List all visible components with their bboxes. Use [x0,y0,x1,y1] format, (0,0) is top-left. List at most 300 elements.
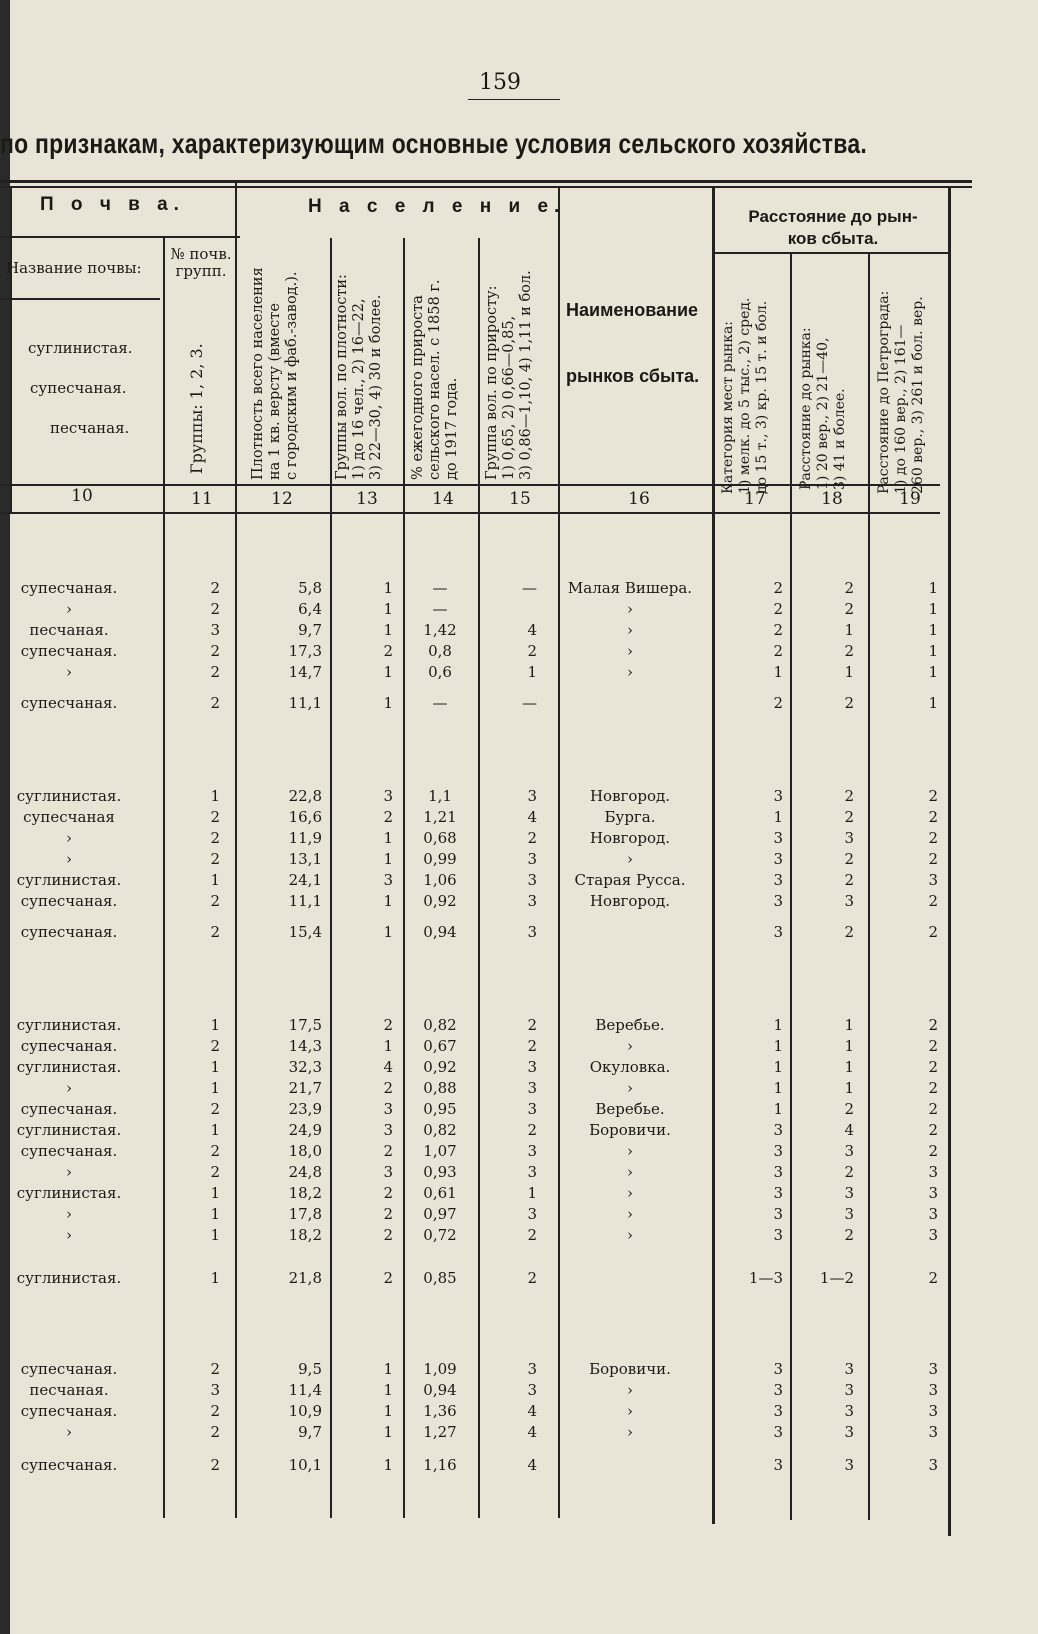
cell-c12: 23,9 [288,1100,322,1118]
cell-c19: 3 [928,871,938,889]
cell-c15: 3 [527,1163,537,1181]
cell-g11: 2 [210,1100,220,1118]
cell-soil: песчаная. [29,1381,109,1399]
table-row [0,619,1038,641]
table-row [0,1077,1038,1099]
page-title: по признакам, характеризующим основные условия сельского хозяйства. [0,128,867,159]
cell-g11: 1 [210,1269,220,1287]
cell-c13: 1 [383,829,393,847]
cell-soil: супесчаная. [20,1100,118,1118]
cell-soil: супесчаная. [20,923,118,941]
cell-c18: 1 [844,1079,854,1097]
cell-c13: 1 [383,1381,393,1399]
cell-c14: 0,82 [423,1016,457,1034]
cell-c15: 3 [527,923,537,941]
cell-soil: суглинистая. [16,1058,122,1076]
cell-c17: 3 [773,1184,783,1202]
cell-c12: 15,4 [288,923,322,941]
table-row [0,869,1038,891]
cell-c12: 5,8 [298,579,322,597]
cell-c14: 1,21 [423,808,457,826]
table-row [0,1203,1038,1225]
cell-c12: 18,2 [288,1226,322,1244]
cell-soil: супесчаная. [20,1402,118,1420]
cell-g11: 2 [210,1423,220,1441]
cell-c16: Веребье. [595,1100,665,1118]
cell-c17: 3 [773,1381,783,1399]
cell-soil: супесчаная. [20,1037,118,1055]
cell-c19: 2 [928,1142,938,1160]
cell-c15: 3 [527,1100,537,1118]
table-row [0,640,1038,662]
cell-c12: 6,4 [298,600,322,618]
cell-c17: 3 [773,850,783,868]
cell-soil: суглинистая. [16,787,122,805]
cell-g11: 2 [210,808,220,826]
cell-c16: Малая Вишера. [567,579,693,597]
cell-g11: 1 [210,1226,220,1244]
cell-c16: Бурга. [604,808,656,826]
cell-c13: 3 [383,1100,393,1118]
soil-group-heading: П о ч в а. [40,194,185,215]
cell-c12: 10,1 [288,1456,322,1474]
cell-c14: 0,88 [423,1079,457,1097]
table-row [0,848,1038,870]
cell-c16: › [627,1142,633,1160]
cell-c13: 2 [383,642,393,660]
cell-c18: 3 [844,1402,854,1420]
cell-c15: 1 [527,1184,537,1202]
cell-c17: 3 [773,1360,783,1378]
cell-g11: 1 [210,1184,220,1202]
soil-name-heading: Название почвы: [6,259,142,277]
cell-c17: 3 [773,892,783,910]
cell-soil: › [66,663,72,681]
cell-c12: 18,0 [288,1142,322,1160]
cell-g11: 2 [210,1163,220,1181]
cell-c19: 1 [928,600,938,618]
cell-c17: 1 [773,1037,783,1055]
cell-c14: 1,1 [428,787,452,805]
colnum-15: 15 [509,489,531,509]
table-row [0,890,1038,912]
cell-c13: 2 [383,1269,393,1287]
cell-c13: 2 [383,1205,393,1223]
table-row [0,1358,1038,1380]
colnum-bottom-rule [0,512,940,514]
colnum-19: 19 [899,489,921,509]
cell-c13: 2 [383,1079,393,1097]
cell-c14: 1,42 [423,621,457,639]
cell-c13: 1 [383,600,393,618]
cell-c18: 2 [844,850,854,868]
table-row [0,1035,1038,1057]
cell-c17: 3 [773,1226,783,1244]
market-category-heading: Категория мест рынка: 1) мелк. до 5 тыс., 2) сред. до 15 т., 3) кр. 15 т. и бол. [720,297,770,494]
cell-c13: 4 [383,1058,393,1076]
cell-c19: 2 [928,829,938,847]
cell-c14: 0,82 [423,1121,457,1139]
cell-c16: › [627,1226,633,1244]
cell-c16: › [627,621,633,639]
cell-c17: 3 [773,923,783,941]
cell-soil: › [66,1079,72,1097]
cell-c14: 0,85 [423,1269,457,1287]
cell-c19: 2 [928,923,938,941]
cell-c12: 21,7 [288,1079,322,1097]
cell-soil: › [66,1163,72,1181]
cell-c19: 3 [928,1205,938,1223]
table-row [0,1267,1038,1289]
cell-c19: 2 [928,1037,938,1055]
cell-c15: 4 [527,621,537,639]
cell-c12: 11,9 [288,829,322,847]
table-row [0,1014,1038,1036]
cell-soil: супесчаная [23,808,115,826]
cell-c18: 2 [844,694,854,712]
cell-c17: 3 [773,1205,783,1223]
soil-type-loam: суглинистая. [28,339,133,357]
cell-c19: 2 [928,1100,938,1118]
colnum-18: 18 [821,489,843,509]
cell-c13: 3 [383,787,393,805]
table-row [0,1454,1038,1476]
cell-g11: 2 [210,829,220,847]
cell-c13: 1 [383,694,393,712]
cell-c19: 3 [928,1163,938,1181]
cell-c12: 13,1 [288,850,322,868]
markets-heading-2: рынков сбыта. [566,366,700,386]
cell-c15: 1 [527,663,537,681]
cell-c13: 2 [383,808,393,826]
cell-c17: 3 [773,871,783,889]
cell-c17: 1 [773,808,783,826]
cell-c13: 2 [383,1142,393,1160]
cell-g11: 2 [210,1402,220,1420]
cell-c15: 2 [527,1037,537,1055]
table-row [0,1379,1038,1401]
table-top-rule-2 [0,186,972,188]
cell-c18: 2 [844,600,854,618]
cell-c18: 2 [844,1100,854,1118]
table-row [0,1224,1038,1246]
cell-c13: 1 [383,621,393,639]
cell-c17: 3 [773,1423,783,1441]
cell-c12: 14,3 [288,1037,322,1055]
cell-soil: супесчаная. [20,579,118,597]
cell-c17: 3 [773,1142,783,1160]
cell-c16: › [627,1079,633,1097]
cell-c12: 18,2 [288,1184,322,1202]
cell-c17: 1 [773,1016,783,1034]
cell-c13: 1 [383,850,393,868]
cell-c14: 0,95 [423,1100,457,1118]
cell-soil: суглинистая. [16,1121,122,1139]
cell-c14: 0,99 [423,850,457,868]
cell-c19: 2 [928,850,938,868]
cell-c16: › [627,1381,633,1399]
cell-soil: супесчаная. [20,1456,118,1474]
cell-c16: Новгород. [589,892,671,910]
cell-c13: 1 [383,1037,393,1055]
cell-c13: 3 [383,1163,393,1181]
cell-g11: 1 [210,1016,220,1034]
cell-c12: 22,8 [288,787,322,805]
cell-c15: 3 [527,1381,537,1399]
soil-subheader-rule [0,236,240,238]
cell-c12: 17,3 [288,642,322,660]
cell-c17: 3 [773,829,783,847]
cell-g11: 2 [210,1360,220,1378]
cell-soil: песчаная. [29,621,109,639]
cell-c18: 2 [844,1163,854,1181]
cell-c12: 11,4 [288,1381,322,1399]
cell-g11: 2 [210,663,220,681]
cell-c13: 3 [383,871,393,889]
cell-c12: 9,7 [298,621,322,639]
cell-c19: 3 [928,1184,938,1202]
table-row [0,1056,1038,1078]
cell-c19: 1 [928,694,938,712]
cell-c13: 1 [383,663,393,681]
distance-subheader-rule [712,252,948,254]
cell-c13: 1 [383,923,393,941]
table-row [0,1421,1038,1443]
cell-c18: 3 [844,829,854,847]
cell-c19: 3 [928,1456,938,1474]
cell-c19: 2 [928,787,938,805]
cell-c16: Боровичи. [589,1121,671,1139]
cell-c18: 2 [844,923,854,941]
colnum-17: 17 [744,489,766,509]
cell-c12: 17,8 [288,1205,322,1223]
cell-soil: супесчаная. [20,694,118,712]
cell-c12: 24,1 [288,871,322,889]
cell-c18: 1 [844,1037,854,1055]
cell-c17: 2 [773,694,783,712]
cell-c15: 2 [527,1269,537,1287]
cell-c17: 2 [773,579,783,597]
cell-c14: 1,07 [423,1142,457,1160]
cell-c14: 0,68 [423,829,457,847]
cell-c15: 4 [527,808,537,826]
cell-c12: 9,7 [298,1423,322,1441]
cell-c17: 1 [773,1079,783,1097]
cell-c16: › [627,1037,633,1055]
cell-g11: 2 [210,579,220,597]
cell-g11: 2 [210,923,220,941]
cell-c16: › [627,642,633,660]
cell-soil: › [66,850,72,868]
cell-c13: 2 [383,1184,393,1202]
cell-c17: 3 [773,1402,783,1420]
colnum-10: 10 [71,486,93,506]
cell-g11: 1 [210,1058,220,1076]
cell-c15: 3 [527,1079,537,1097]
soil-group-num-heading: № почв. групп. [170,245,232,280]
cell-c14: 1,06 [423,871,457,889]
cell-c12: 21,8 [288,1269,322,1287]
table-row [0,577,1038,599]
markets-heading-1: Наименование [566,300,699,320]
soil-name-rule [0,298,160,300]
cell-c18: 2 [844,871,854,889]
cell-c13: 1 [383,579,393,597]
cell-c14: 0,93 [423,1163,457,1181]
cell-c13: 3 [383,1121,393,1139]
cell-soil: супесчаная. [20,892,118,910]
cell-c19: 1 [928,579,938,597]
table-row [0,661,1038,683]
cell-c19: 1 [928,621,938,639]
cell-c15: 4 [527,1456,537,1474]
cell-c15: 2 [527,642,537,660]
cell-c18: 1—2 [819,1269,854,1287]
cell-c17: 2 [773,621,783,639]
cell-c19: 1 [928,642,938,660]
cell-c18: 1 [844,663,854,681]
growth-heading: % ежегодного прироста сельского насел. с 1858 г. до 1917 года. [410,279,460,480]
cell-soil: › [66,1205,72,1223]
cell-c17: 3 [773,1163,783,1181]
cell-soil: суглинистая. [16,1016,122,1034]
cell-g11: 2 [210,892,220,910]
cell-g11: 2 [210,642,220,660]
cell-c17: 2 [773,642,783,660]
cell-c16: › [627,850,633,868]
cell-c16: › [627,1163,633,1181]
population-group-heading: Н а с е л е н и е. [308,196,566,217]
cell-soil: супесчаная. [20,642,118,660]
petrograd-distance-heading: Расстояние до Петрограда: 1) до 160 вер., 2) 161— 260 вер., 3) 261 и бол. вер. [876,290,926,494]
cell-c16: Новгород. [589,829,671,847]
cell-c15: 3 [527,1205,537,1223]
cell-c12: 16,6 [288,808,322,826]
table-row [0,1098,1038,1120]
cell-c12: 32,3 [288,1058,322,1076]
cell-c16: › [627,663,633,681]
colnum-14: 14 [432,489,454,509]
cell-c18: 2 [844,808,854,826]
cell-c18: 3 [844,1456,854,1474]
cell-g11: 1 [210,1079,220,1097]
cell-c18: 1 [844,1016,854,1034]
cell-c17: 1 [773,1100,783,1118]
cell-c14: 1,36 [423,1402,457,1420]
cell-soil: супесчаная. [20,1142,118,1160]
table-row [0,806,1038,828]
density-groups-heading: Группы вол. по плотности: 1) до 16 чел., 2) 16—22, 3) 22—30, 4) 30 и более. [334,274,384,480]
table-row [0,785,1038,807]
table-row [0,1182,1038,1204]
cell-c13: 1 [383,1402,393,1420]
cell-c19: 2 [928,1269,938,1287]
cell-c15: 3 [527,1360,537,1378]
cell-c18: 3 [844,1423,854,1441]
distance-group-heading: Расстояние до рын- ков сбыта. [748,207,918,248]
cell-c14: 0,67 [423,1037,457,1055]
cell-c19: 3 [928,1402,938,1420]
cell-c18: 2 [844,787,854,805]
cell-c18: 3 [844,892,854,910]
cell-soil: › [66,829,72,847]
cell-soil: супесчаная. [20,1360,118,1378]
cell-c19: 2 [928,1121,938,1139]
cell-c18: 3 [844,1184,854,1202]
colnum-12: 12 [271,489,293,509]
table-row [0,1400,1038,1422]
cell-c15: 4 [527,1423,537,1441]
cell-c14: 0,61 [423,1184,457,1202]
cell-c15: 3 [527,1058,537,1076]
cell-c17: 2 [773,600,783,618]
colnum-16: 16 [628,489,650,509]
cell-g11: 3 [210,1381,220,1399]
cell-c16: › [627,1402,633,1420]
cell-c14: 0,94 [423,1381,457,1399]
cell-c15: 3 [527,850,537,868]
cell-c18: 3 [844,1205,854,1223]
cell-g11: 2 [210,1456,220,1474]
cell-c18: 1 [844,621,854,639]
cell-c15: 3 [527,871,537,889]
cell-g11: 1 [210,1121,220,1139]
cell-c14: 0,8 [428,642,452,660]
cell-c17: 3 [773,1456,783,1474]
groups-label: Группы: 1, 2, 3. [187,343,206,474]
cell-c18: 3 [844,1142,854,1160]
table-row [0,598,1038,620]
cell-g11: 2 [210,600,220,618]
page-number: 159 [479,70,521,95]
table-row [0,1161,1038,1183]
cell-c12: 24,9 [288,1121,322,1139]
cell-c15: — [522,694,537,712]
cell-c17: 1 [773,663,783,681]
cell-c19: 2 [928,808,938,826]
cell-c19: 3 [928,1226,938,1244]
cell-c14: 0,6 [428,663,452,681]
soil-type-sandy-loam: супесчаная. [30,379,127,397]
cell-c13: 1 [383,1456,393,1474]
cell-c15: 3 [527,1142,537,1160]
cell-c13: 1 [383,892,393,910]
density-heading: Плотность всего населения на 1 кв. версту (вместе с городским и фаб.-завод.). [250,267,300,480]
cell-c15: 4 [527,1402,537,1420]
page-number-rule [468,99,560,100]
cell-c16: Окуловка. [589,1058,671,1076]
cell-g11: 1 [210,871,220,889]
cell-c18: 1 [844,1058,854,1076]
cell-c16: › [627,1205,633,1223]
cell-c17: 1 [773,1058,783,1076]
cell-c14: 0,94 [423,923,457,941]
cell-c18: 3 [844,1360,854,1378]
cell-c15: — [522,579,537,597]
cell-c14: — [432,694,448,712]
cell-c18: 4 [844,1121,854,1139]
cell-c14: — [432,579,448,597]
cell-c15: 2 [527,1016,537,1034]
cell-c14: 1,09 [423,1360,457,1378]
cell-c16: › [627,600,633,618]
cell-c16: Новгород. [589,787,671,805]
market-distance-heading: Расстояние до рынка: 1) 20 вер., 2) 21—40, 3) 41 и более. [798,327,848,490]
cell-c12: 14,7 [288,663,322,681]
table-row [0,1140,1038,1162]
cell-c17: 1—3 [748,1269,783,1287]
cell-c17: 3 [773,787,783,805]
